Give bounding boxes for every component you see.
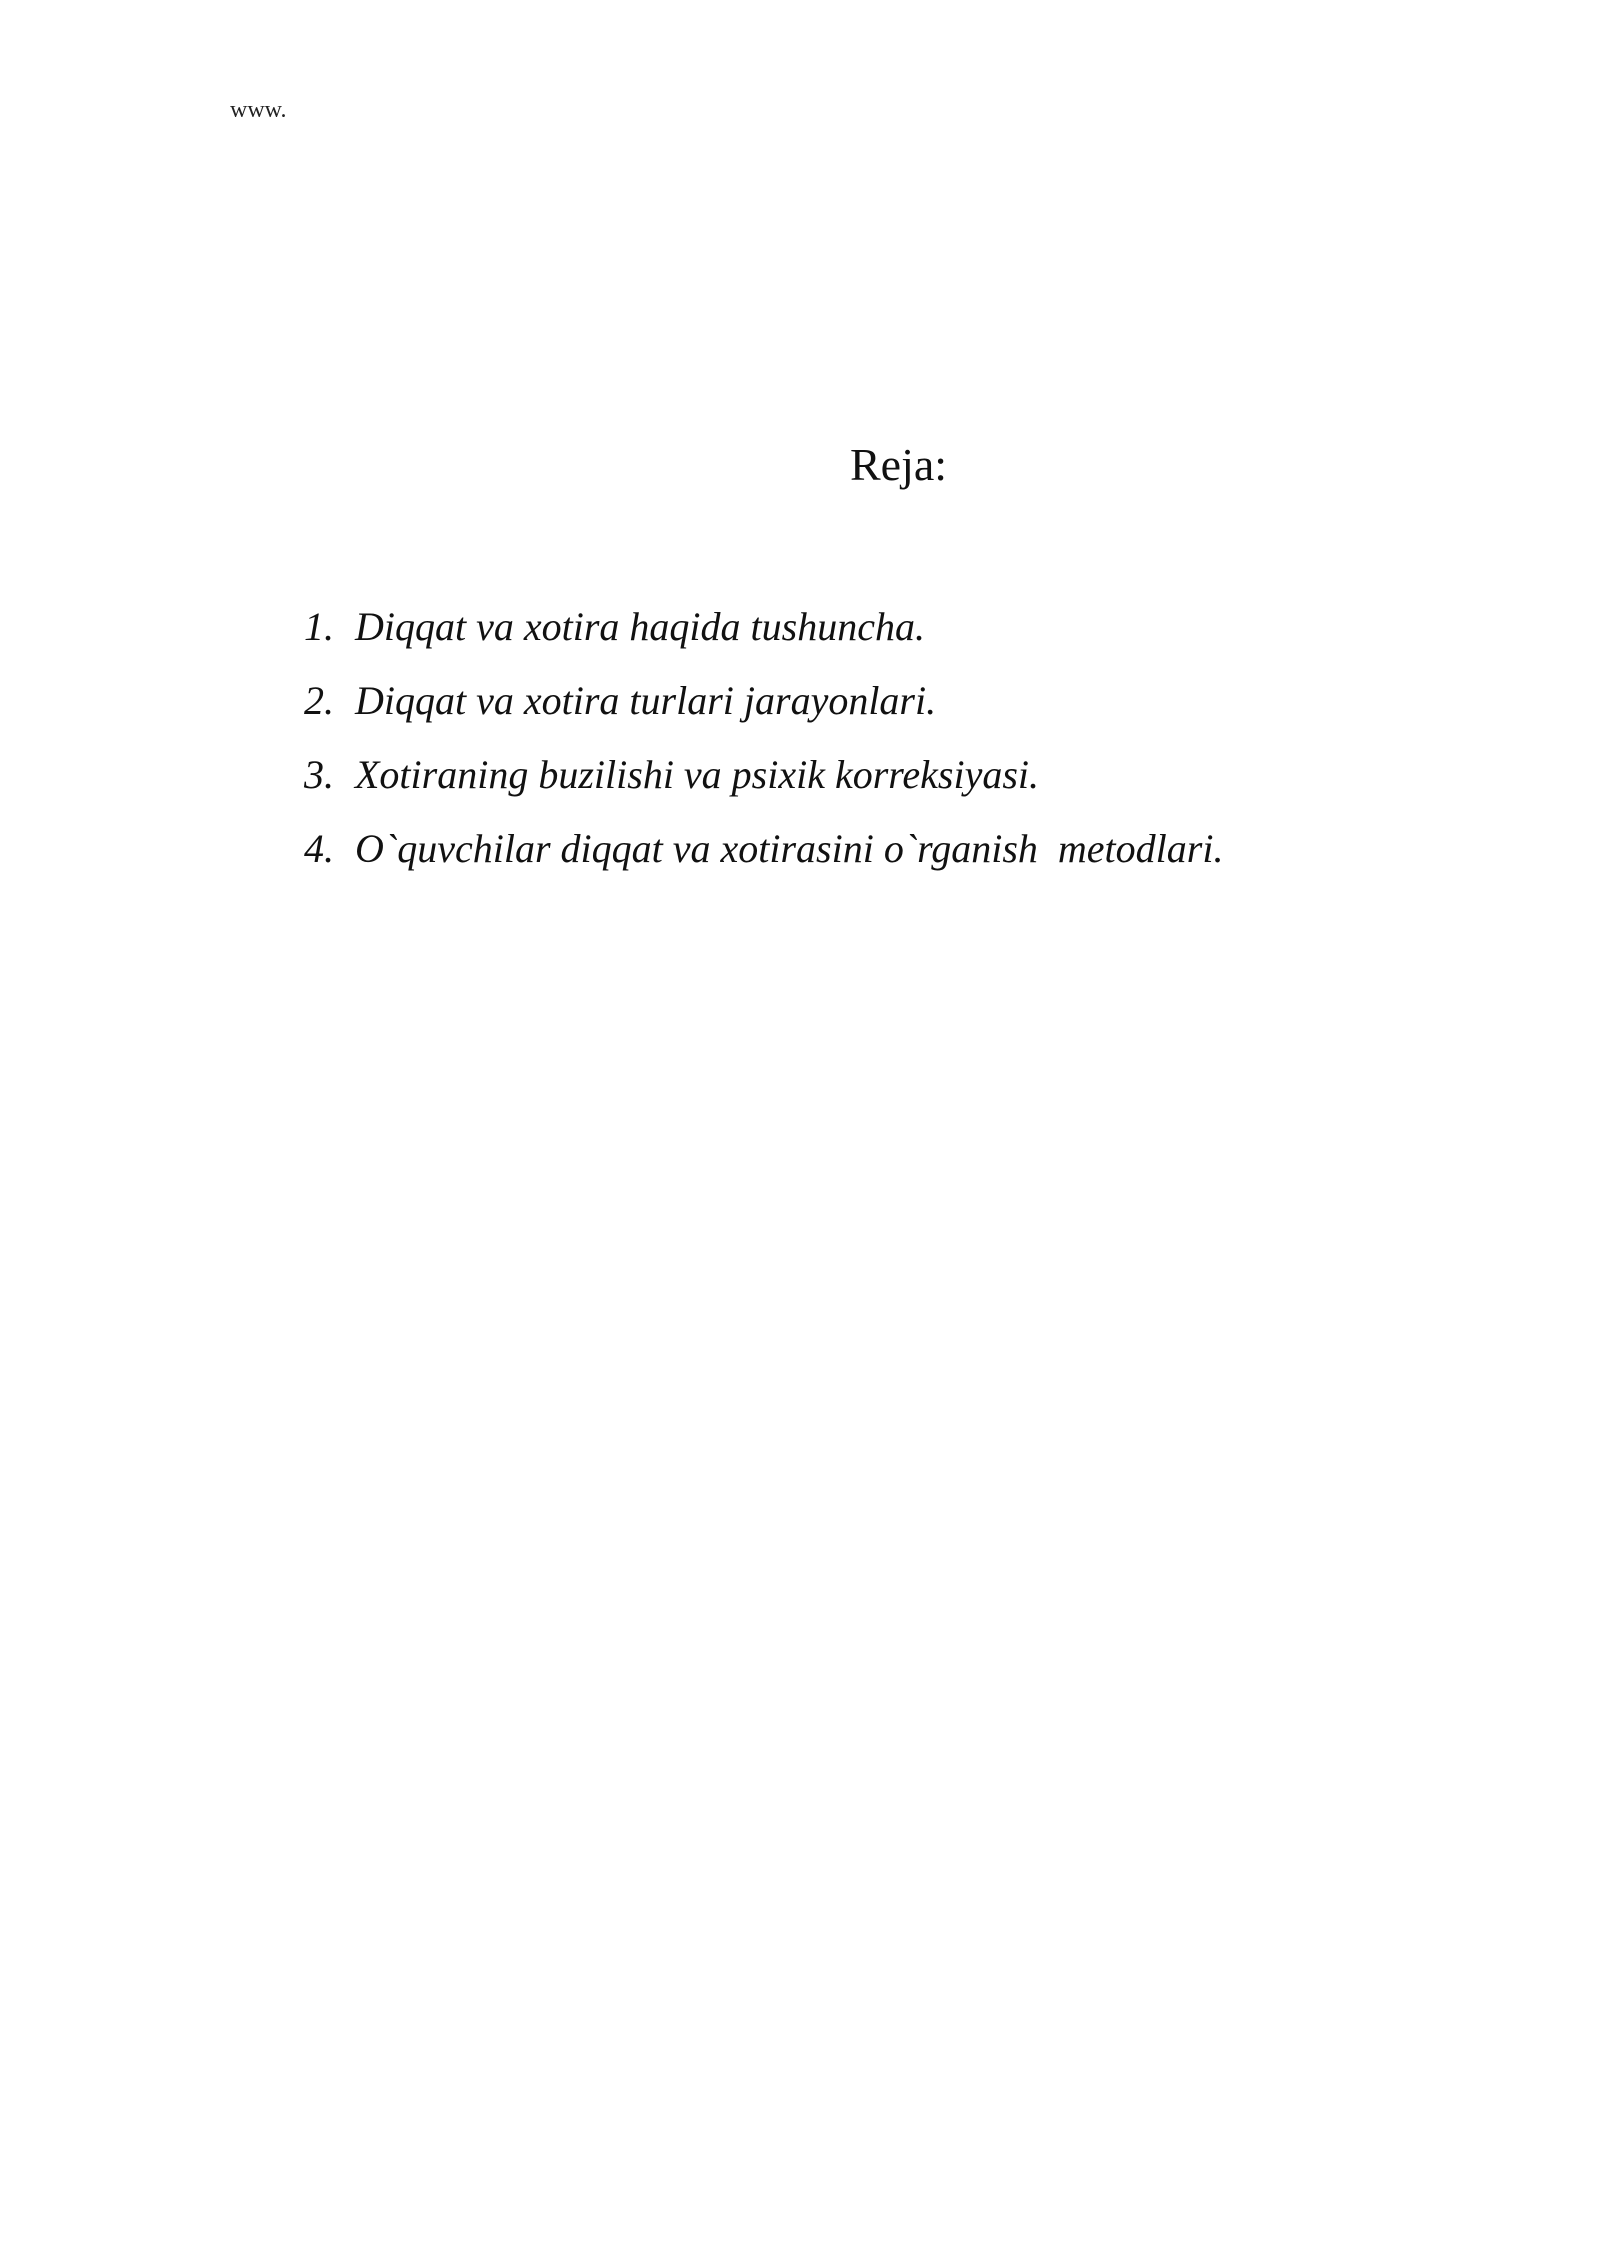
plan-item-number: 4.: [304, 826, 334, 871]
page-header: www.: [230, 97, 287, 123]
plan-item-text: Diqqat va xotira turlari jarayonlari.: [355, 678, 937, 723]
plan-item-1: [304, 602, 1223, 676]
plan-item-4: [304, 824, 1223, 898]
plan-item-2: [304, 676, 1223, 750]
plan-item-text: O`quvchilar diqqat va xotirasini o`rganish metodlari.: [355, 826, 1224, 871]
plan-list: [304, 602, 1223, 898]
plan-item-text: Xotiraning buzilishi va psixik korreksiyasi.: [355, 752, 1040, 797]
plan-item-3: [304, 750, 1223, 824]
plan-item-number: 1.: [304, 604, 334, 649]
document-title: Reja:: [850, 439, 948, 490]
plan-item-number: 3.: [304, 752, 334, 797]
plan-item-number: 2.: [304, 678, 334, 723]
plan-item-text: Diqqat va xotira haqida tushuncha.: [355, 604, 925, 649]
